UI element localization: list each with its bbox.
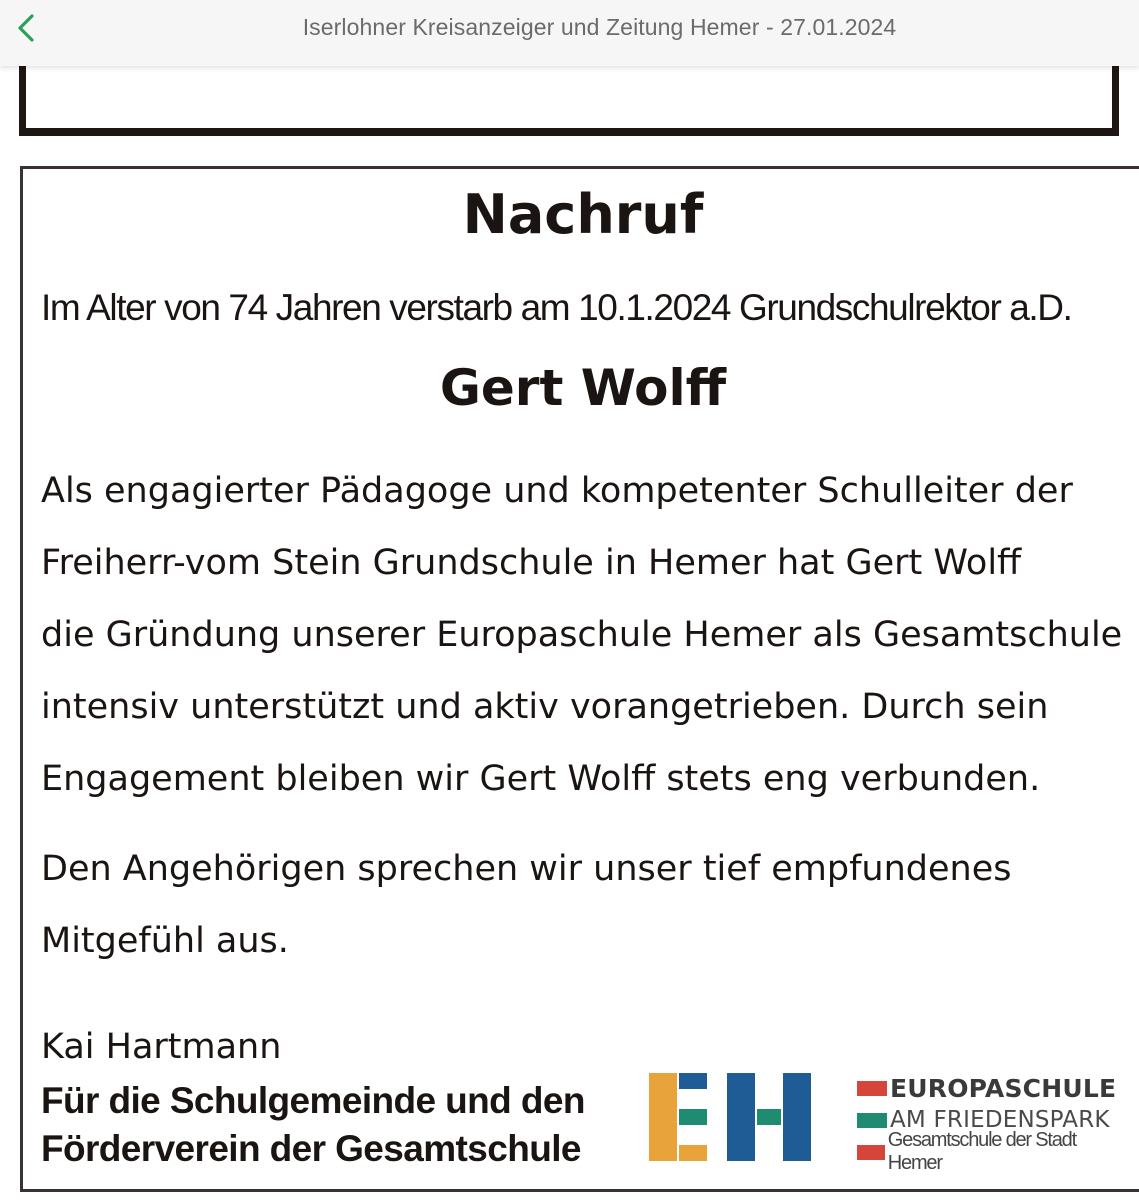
app-header — [0, 0, 1139, 66]
signer-name: Kai Hartmann — [41, 1027, 282, 1067]
obituary-paragraph: Als engagierter Pädagoge und kompetenter Schulleiter der Freiherr-vom Stein Grundschule in Hemer hat Gert Wolff die Gründung unserer Europaschule Hemer als Gesamtschule intensiv unterstützt und aktiv vorangetrieben. Durch sein Engagement bleiben wir Gert Wolff stets eng verbunden. — [41, 471, 1123, 799]
obituary-paragraph: Den Angehörigen sprechen wir unser tief empfundenes Mitgefühl aus. — [41, 849, 1012, 961]
logo-teal-bar — [857, 1113, 887, 1128]
school-logo — [649, 1069, 1117, 1174]
eh-logo-mark — [649, 1069, 849, 1169]
logo-red-bar — [857, 1145, 885, 1160]
back-button[interactable] — [6, 8, 46, 48]
logo-red-bar — [857, 1081, 887, 1096]
obituary-body — [41, 455, 1131, 977]
logo-text — [857, 1073, 1117, 1174]
logo-line-2: AM FRIEDENSPARK — [890, 1107, 1110, 1133]
obituary-title: Nachruf — [462, 183, 704, 246]
page-title: Iserlohner Kreisanzeiger und Zeitung Hemer - 27.01.2024 — [302, 14, 897, 40]
chevron-left-icon — [14, 10, 38, 46]
deceased-name: Gert Wolff — [439, 359, 727, 417]
logo-line-1: EUROPASCHULE — [890, 1073, 1117, 1103]
obituary-notice — [20, 166, 1139, 1192]
logo-line-3: Gesamtschule der Stadt Hemer — [887, 1129, 1076, 1174]
signoff-text: Für die Schulgemeinde und den Förderverein der Gesamtschule — [41, 1080, 585, 1169]
obituary-intro: Im Alter von 74 Jahren verstarb am 10.1.2024 Grundschulrektor a.D. — [41, 287, 1072, 328]
